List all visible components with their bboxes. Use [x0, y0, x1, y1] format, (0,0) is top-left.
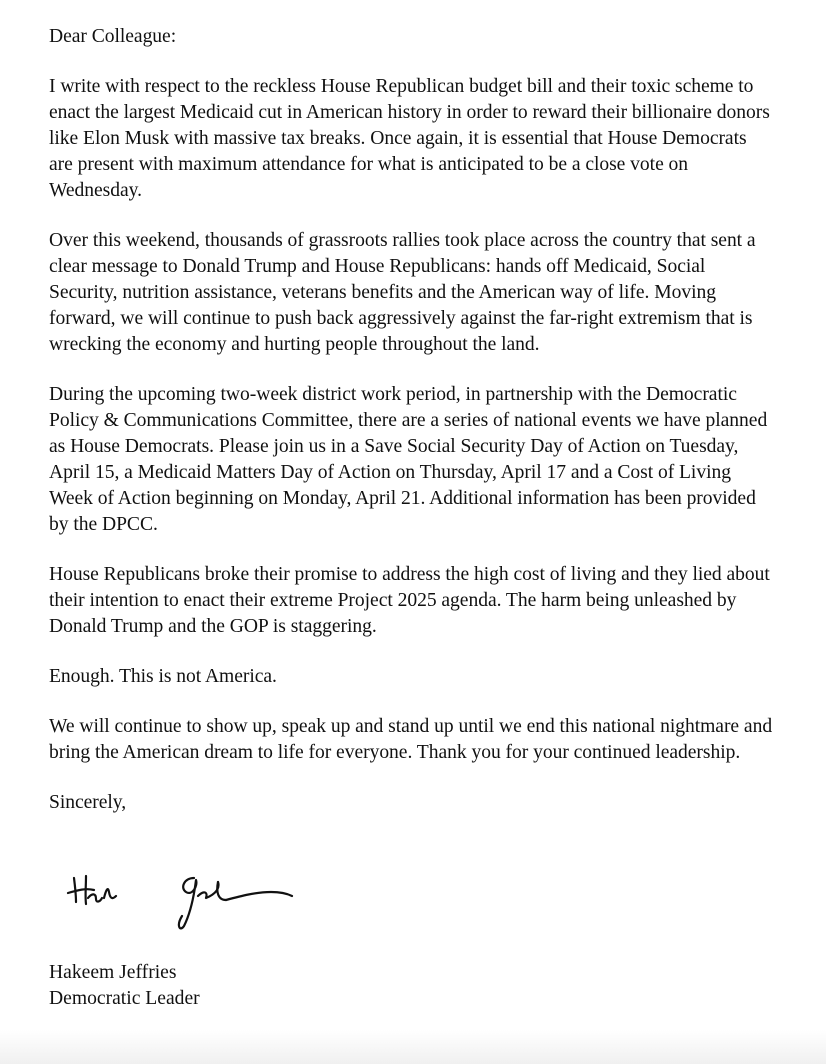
paragraph-4: House Republicans broke their promise to address the high cost of living and they lied about their intention to enact their extreme Project 2025 agenda. The harm being unleashed by Donald Trump and the GOP is staggering.: [49, 564, 770, 637]
salutation: Dear Colleague:: [49, 26, 177, 47]
letter-body: [49, 24, 774, 816]
paragraph-6: We will continue to show up, speak up and stand up until we end this national nightmare and bring the American dream to life for everyone. Thank you for your continued leadership.: [49, 716, 773, 763]
signer-title: Democratic Leader: [49, 988, 200, 1009]
closing: Sincerely,: [49, 792, 127, 813]
handwritten-signature: [66, 866, 306, 936]
paragraph-1: I write with respect to the reckless House Republican budget bill and their toxic scheme to enact the largest Medicaid cut in American history in order to reward their billionaire donors like Elon Musk with massive tax breaks. Once again, it is essential that House Democrats are present with maximum attendance for what is anticipated to be a close vote on Wednesday.: [49, 76, 770, 201]
page-bottom-edge: [0, 1030, 826, 1064]
signer-name: Hakeem Jeffries: [49, 962, 177, 983]
paragraph-3: During the upcoming two-week district work period, in partnership with the Democratic Policy & Communications Committee, there are a series of national events we have planned as House Democrats. Please join us in a Save Social Security Day of Action on Tuesday, April 15, a Medicaid Matters Day of Action on Thursday, April 17 and a Cost of Living Week of Action beginning on Monday, April 21. Additional information has been provided by the DPCC.: [49, 384, 768, 535]
paragraph-5: Enough. This is not America.: [49, 666, 277, 687]
paragraph-2: Over this weekend, thousands of grassroots rallies took place across the country that sent a clear message to Donald Trump and House Republicans: hands off Medicaid, Social Security, nutrition assistance, veterans benefits and the American way of life. Moving forward, we will continue to push back aggressively against the far-right extremism that is wrecking the economy and hurting people throughout the land.: [49, 230, 756, 355]
signer-block: [49, 960, 200, 1012]
